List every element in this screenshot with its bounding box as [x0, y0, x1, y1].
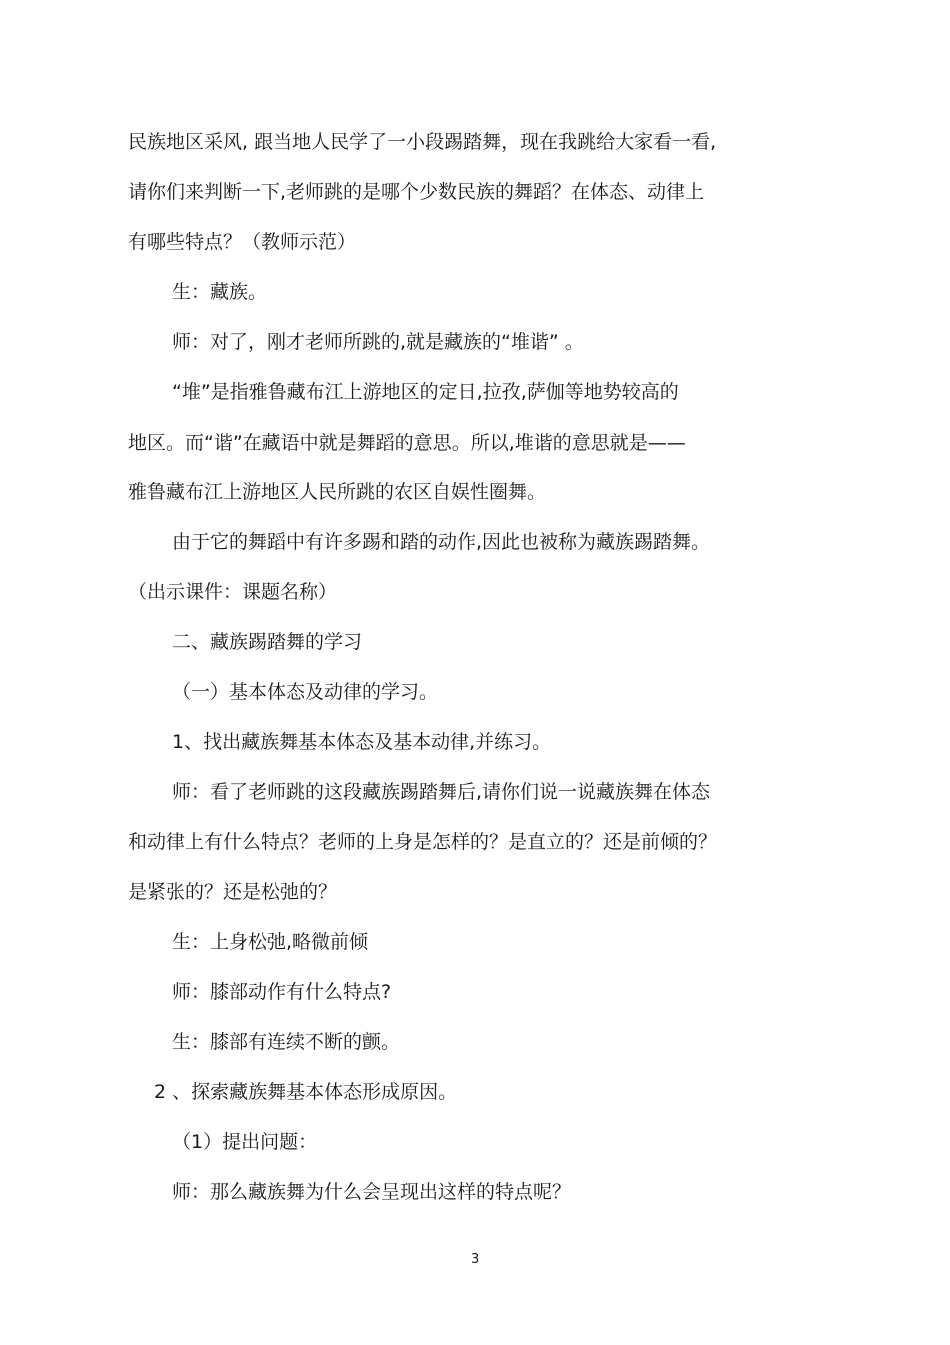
text-line: 雅鲁藏布江上游地区人民所跳的农区自娱性圈舞。	[128, 481, 547, 503]
text-line: 生：上身松弛,略微前倾	[172, 931, 369, 953]
text-line: 地区。而“谐”在藏语中就是舞蹈的意思。所以,堆谐的意思就是——	[128, 432, 686, 454]
text-line: （出示课件：课题名称）	[128, 581, 338, 603]
numbered-item: （1）提出问题：	[172, 1131, 318, 1153]
numbered-item: 2 、探索藏族舞基本体态形成原因。	[154, 1081, 458, 1103]
text-line: 有哪些特点？（教师示范）	[128, 231, 357, 253]
page-number: 3	[471, 1252, 480, 1267]
text-line: 请你们来判断一下,老师跳的是哪个少数民族的舞蹈？在体态、动律上	[128, 181, 705, 203]
text-line: 生：膝部有连续不断的颤。	[172, 1031, 401, 1053]
text-line: 生：藏族。	[172, 281, 268, 303]
text-line: 师：看了老师跳的这段藏族踢踏舞后,请你们说一说藏族舞在体态	[172, 781, 711, 803]
text-line: “堆”是指雅鲁藏布江上游地区的定日,拉孜,萨伽等地势较高的	[172, 381, 679, 403]
section-heading: 二、藏族踢踏舞的学习	[172, 631, 363, 653]
text-line: 师：对了，刚才老师所跳的,就是藏族的“堆谐” 。	[172, 331, 584, 353]
text-line: 由于它的舞蹈中有许多踢和踏的动作,因此也被称为藏族踢踏舞。	[172, 531, 711, 553]
text-line: 民族地区采风, 跟当地人民学了一小段踢踏舞，现在我跳给大家看一看,	[128, 131, 717, 153]
numbered-item: 1、找出藏族舞基本体态及基本动律,并练习。	[172, 731, 552, 753]
subsection-heading: （一）基本体态及动律的学习。	[172, 681, 439, 703]
text-line: 师：那么藏族舞为什么会呈现出这样的特点呢？	[172, 1181, 572, 1203]
text-line: 和动律上有什么特点？老师的上身是怎样的？是直立的？还是前倾的？	[128, 831, 718, 853]
text-line: 师：膝部动作有什么特点?	[172, 981, 392, 1003]
text-line: 是紧张的？还是松弛的？	[128, 881, 338, 903]
